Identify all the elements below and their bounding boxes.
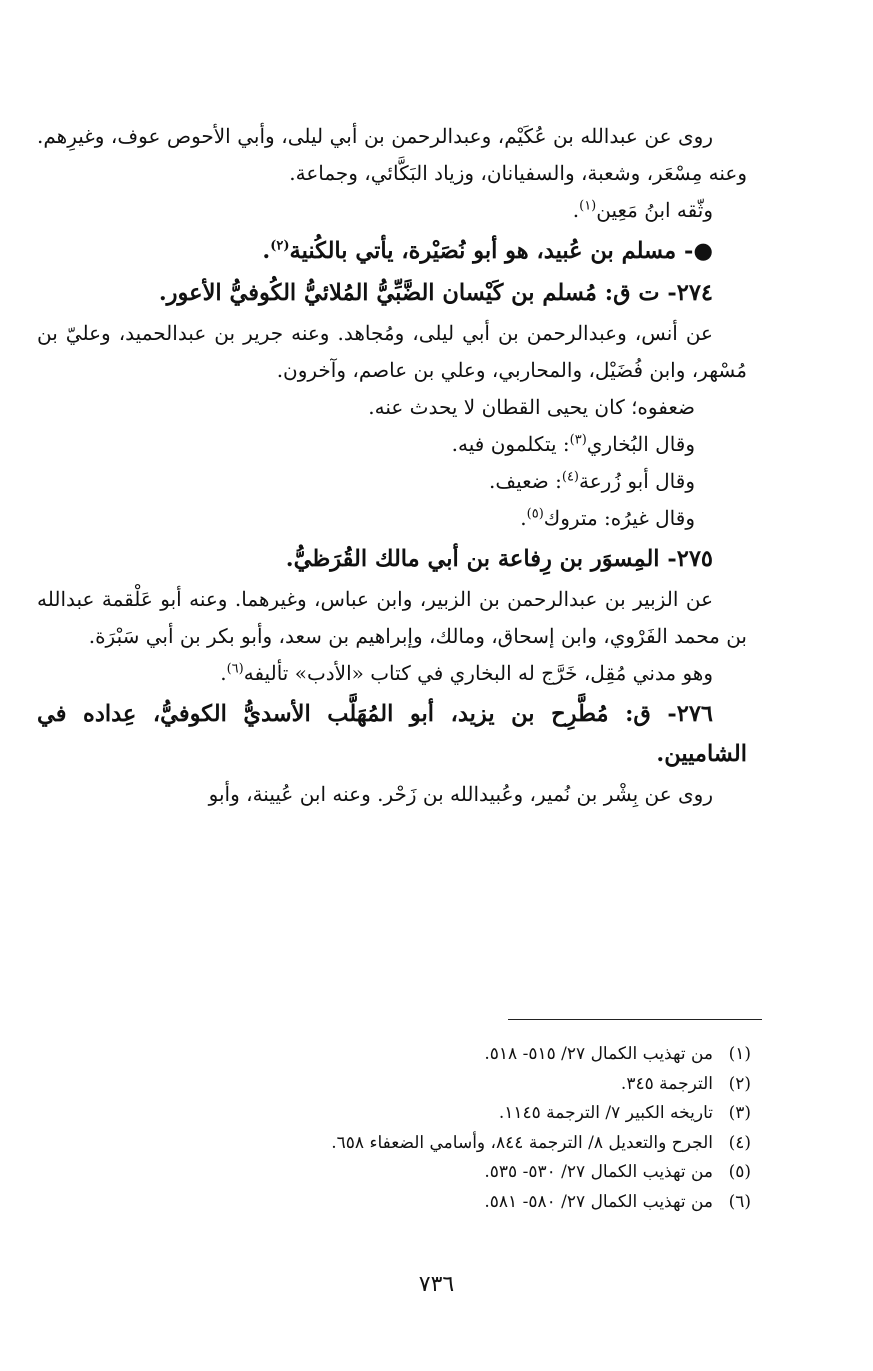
footnote-mark: (٦) — [728, 1191, 751, 1212]
paragraph-text: وقال غيرُه: متروك — [543, 506, 695, 530]
paragraph-text: وهو مدني مُقِل، خَرَّج له البخاري في كتاب «الأدب» تأليفه — [243, 661, 713, 685]
page-number: ٧٣٦ — [418, 1272, 455, 1297]
footnote-divider — [508, 1019, 762, 1020]
entry-274-heading — [37, 273, 747, 313]
paragraph-narrators-274: عن أنس، وعبدالرحمن بن أبي ليلى، ومُجاهد. وعنه جرير بن عبدالحميد، وعليّ بن مُسْهر، وابن فُضَيْل، والمحاربي، وعلي بن عاصم، وآخرون. — [37, 321, 747, 382]
footnote-mark: (١) — [728, 1044, 751, 1064]
entry-text: - مسلم بن عُبيد، هو أبو نُصَيْرة، يأتي بالكُنية — [289, 238, 694, 264]
footnote-item — [71, 1099, 751, 1129]
paragraph-text: وقال أبو زُرعة — [579, 469, 695, 493]
footnote-item — [71, 1188, 751, 1218]
footnote-ref-4: (٤) — [561, 469, 579, 485]
footnote-text: من تهذيب الكمال ٢٧/ ٥٣٠- ٥٣٥. — [484, 1162, 713, 1182]
footnote-text: من تهذيب الكمال ٢٧/ ٥٨٠- ٥٨١. — [484, 1191, 713, 1212]
footnotes — [71, 1040, 751, 1217]
footnote-item — [71, 1158, 751, 1188]
paragraph-grading-qattan: ضعفوه؛ كان يحيى القطان لا يحدث عنه. — [368, 395, 695, 419]
paragraph-text: وثّقه ابنُ مَعِين — [596, 198, 713, 222]
footnote-ref-2: (٢) — [270, 238, 290, 254]
paragraph-madani — [37, 655, 747, 692]
paragraph-narrators-275: عن الزبير بن عبدالرحمن بن الزبير، وابن عباس، وغيرهما. وعنه أبو عَلْقمة عبدالله بن محمد الفَرْوي، وابن إسحاق، ومالك، وإبراهيم بن سعد، وأبو بكر بن أبي سَبْرَة. — [37, 587, 747, 648]
footnote-item — [71, 1040, 751, 1070]
paragraph-text: وقال البُخاري — [586, 432, 695, 456]
paragraph-narrators-1: روى عن عبدالله بن عُكَيْم، وعبدالرحمن بن أبي ليلى، وأبي الأحوص عوف، وغيرِهم. وعنه مِسْعَر، وشعبة، والسفيانان، وزياد البَكَّائي، وجماعة. — [37, 124, 747, 185]
footnote-text: تاريخه الكبير ٧/ الترجمة ١١٤٥. — [498, 1103, 713, 1123]
entry-end: . — [262, 238, 271, 264]
entry-title: - ت ق: مُسلم بن كَيْسان الضَّبِّيُّ المُلائيُّ الكُوفيُّ الأعور. — [158, 280, 677, 306]
entry-number: ٢٧٥ — [676, 546, 713, 572]
footnote-item — [71, 1070, 751, 1100]
footnote-ref-1: (١) — [579, 198, 597, 214]
paragraph-narrators-276: روى عن بِشْر بن نُمير، وعُبيدالله بن زَحْر. وعنه ابن عُيينة، وأبو — [208, 782, 713, 806]
main-text — [37, 118, 747, 813]
footnote-ref-6: (٦) — [226, 661, 244, 677]
paragraph-end: : يتكلمون فيه. — [451, 432, 570, 456]
footnote-ref-5: (٥) — [526, 506, 544, 522]
footnote-mark: (٥) — [728, 1162, 751, 1182]
footnote-text: الجرح والتعديل ٨/ الترجمة ٨٤٤، وأسامي الضعفاء ٦٥٨. — [331, 1132, 713, 1153]
footnote-mark: (٣) — [728, 1103, 751, 1123]
entry-title: - ق: مُطَّرِح بن يزيد، أبو المُهَلَّب الأسديُّ الكوفيُّ، عِداده في الشاميين. — [37, 701, 747, 767]
paragraph-grading-abu-zura — [37, 463, 747, 500]
paragraph-end: . — [572, 198, 580, 222]
footnote-text: من تهذيب الكمال ٢٧/ ٥١٥- ٥١٨. — [484, 1044, 713, 1064]
paragraph-grading-others — [37, 500, 747, 537]
footnote-mark: (٤) — [728, 1132, 751, 1153]
entry-number: ٢٧٤ — [676, 280, 713, 306]
entry-number: ٢٧٦ — [676, 701, 713, 727]
entry-275-heading — [37, 539, 747, 579]
footnote-ref-3: (٣) — [569, 432, 587, 448]
entry-276-heading — [37, 694, 747, 774]
paragraph-grading-bukhari — [37, 426, 747, 463]
footnote-text: الترجمة ٣٤٥. — [620, 1073, 713, 1094]
paragraph-tawthiq — [37, 192, 747, 229]
paragraph-end: . — [520, 506, 527, 530]
footnote-mark: (٢) — [728, 1073, 751, 1094]
entry-muslim-ibn-ubaid — [37, 231, 747, 271]
entry-title: - المِسوَر بن رِفاعة بن أبي مالك القُرَظيُّ. — [285, 546, 677, 572]
paragraph-end: . — [220, 661, 227, 685]
paragraph-end: : ضعيف. — [489, 469, 562, 493]
footnote-item — [71, 1129, 751, 1159]
bullet-icon: ● — [693, 238, 713, 264]
